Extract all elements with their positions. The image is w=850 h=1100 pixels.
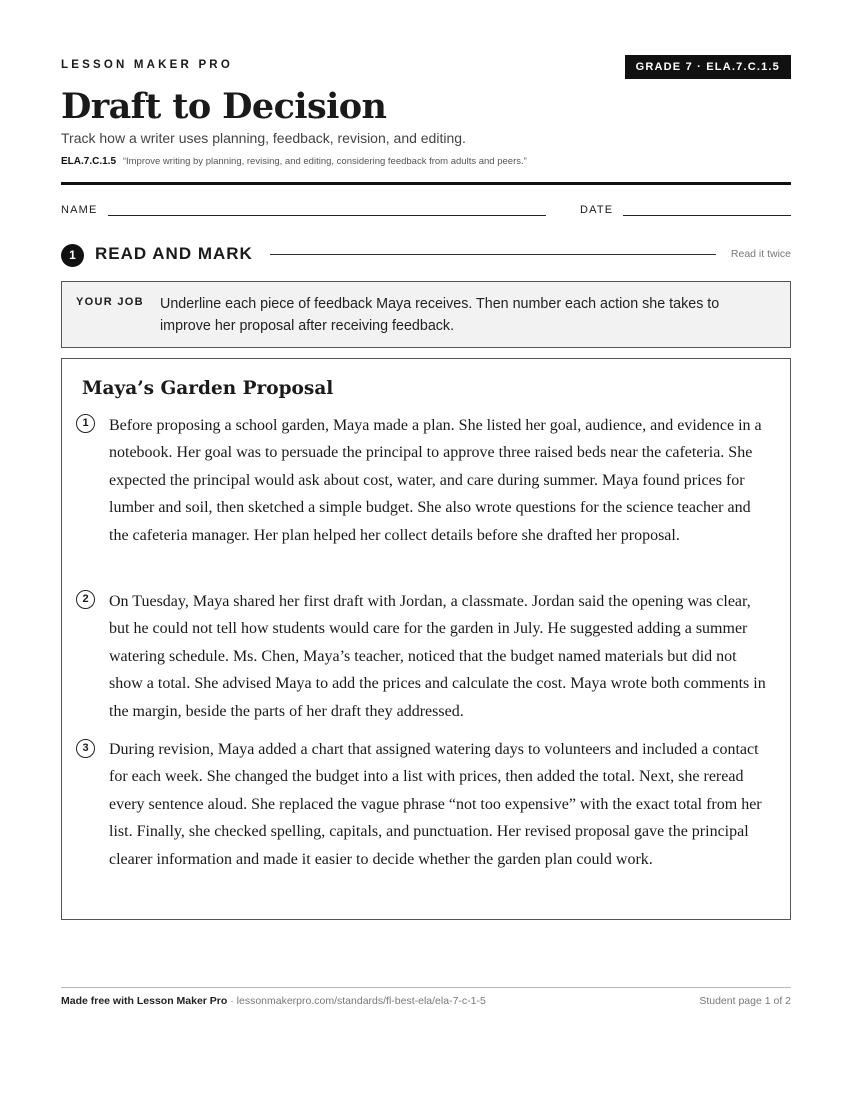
standard-code: ELA.7.C.1.5	[61, 156, 117, 167]
footer-credit	[61, 995, 486, 1007]
instructions-text: Underline each piece of feedback Maya receives. Then number each action she takes to improve her proposal after receiving feedback.	[160, 296, 720, 334]
footer-divider	[61, 987, 791, 988]
standard-description: “Improve writing by planning, revising, and editing, considering feedback from adults and peers.”	[122, 156, 527, 167]
paragraph-number: 2	[76, 590, 95, 609]
footer-url[interactable]: · lessonmakerpro.com/standards/fl-best-ela/ela-7-c-1-5	[227, 995, 486, 1007]
grade-standard-badge: GRADE 7 · ELA.7.C.1.5	[625, 55, 791, 79]
section-number-badge: 1	[61, 244, 84, 267]
name-label: NAME	[61, 204, 98, 216]
passage-paragraph: During revision, Maya added a chart that assigned watering days to volunteers and included a contact for each week. She changed the budget into a list with prices, then added the total. Next, she reread every sentence aloud. She replaced the vague phrase “not too expensive” with the exact total from her list. Finally, she checked spelling, capitals, and punctuation. Her revised proposal gave the principal clearer information and made it easier to decide whether the garden plan could work.	[109, 741, 762, 868]
standard-line	[61, 156, 527, 167]
section-note: Read it twice	[730, 248, 791, 260]
student-info-row	[61, 203, 791, 219]
footer-made-with: Made free with Lesson Maker Pro	[61, 995, 228, 1007]
passage-paragraph: On Tuesday, Maya shared her first draft with Jordan, a classmate. Jordan said the opening was clear, but he could not tell how students would care for the garden in July. He suggested adding a summer watering schedule. Ms. Chen, Maya’s teacher, noticed that the budget named materials but did not show a total. She advised Maya to add the prices and calculate the cost. Maya wrote both comments in the margin, beside the parts of her draft they addressed.	[109, 593, 766, 720]
section-header	[61, 243, 791, 267]
worksheet-title: Draft to Decision	[61, 86, 387, 127]
page-indicator: Student page 1 of 2	[699, 995, 791, 1007]
section-title: READ AND MARK	[95, 244, 253, 263]
header-divider	[61, 182, 791, 185]
worksheet-subtitle: Track how a writer uses planning, feedback, revision, and editing.	[61, 130, 466, 146]
instructions-box	[61, 281, 791, 348]
name-field[interactable]	[108, 215, 546, 216]
date-field[interactable]	[623, 215, 791, 216]
paragraph-number: 3	[76, 739, 95, 758]
reading-passage	[61, 358, 791, 920]
passage-title: Maya’s Garden Proposal	[82, 378, 334, 399]
instructions-label: YOUR JOB	[76, 296, 144, 308]
brand-name: LESSON MAKER PRO	[61, 59, 233, 71]
passage-paragraph: Before proposing a school garden, Maya made a plan. She listed her goal, audience, and evidence in a notebook. Her goal was to persuade the principal to approve three raised beds near the cafeteria. She expected the principal would ask about cost, water, and care during summer. Maya found prices for lumber and soil, then sketched a simple budget. She also wrote questions for the science teacher and the cafeteria manager. Her plan helped her collect details before she drafted her proposal.	[109, 417, 762, 544]
section-divider	[270, 254, 716, 255]
paragraph-number: 1	[76, 414, 95, 433]
date-label: DATE	[580, 204, 614, 216]
header-bar	[61, 55, 791, 79]
